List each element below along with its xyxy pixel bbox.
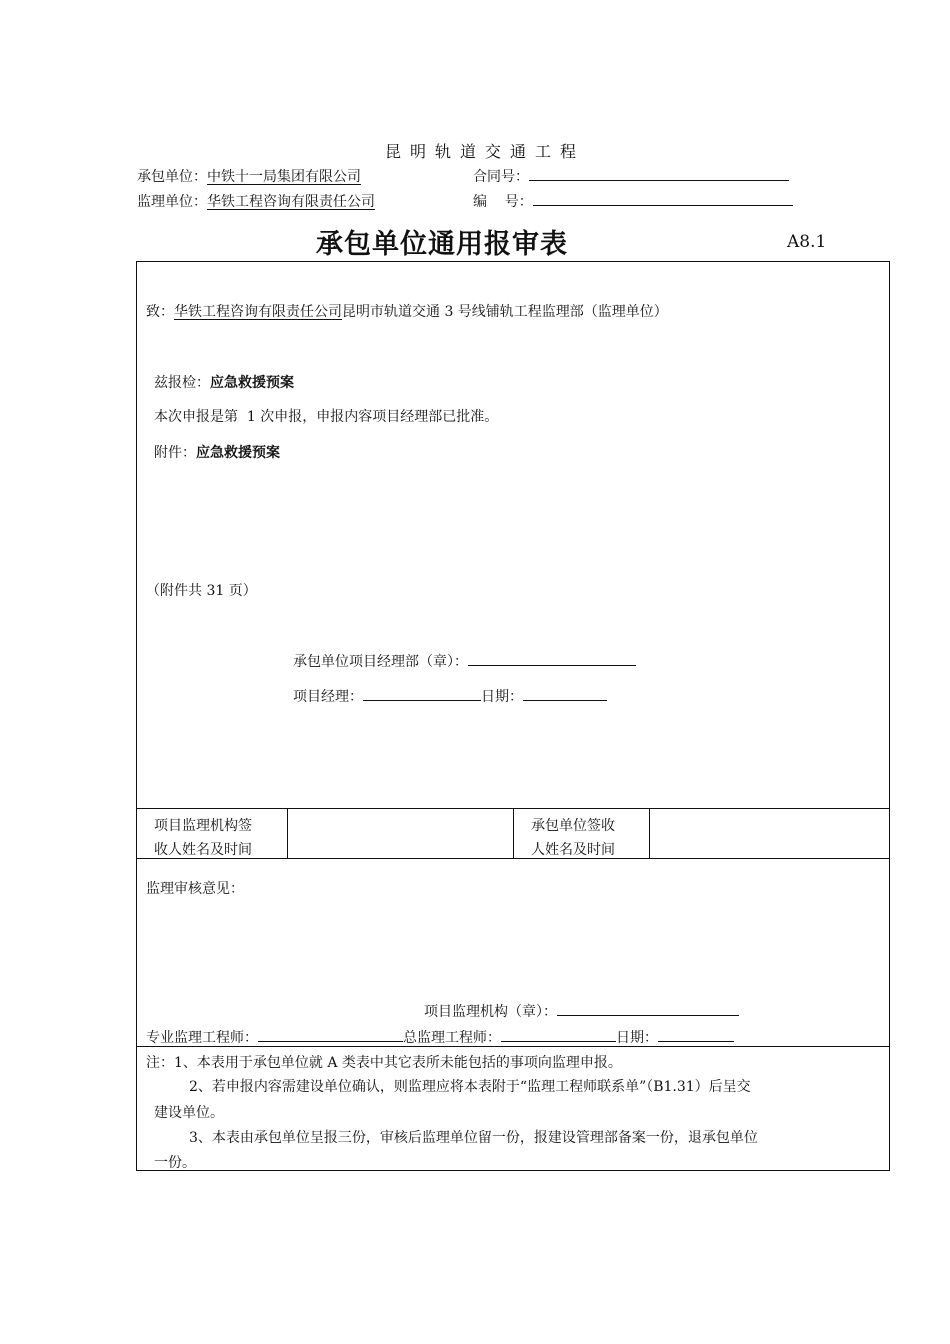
engineer-blank[interactable] xyxy=(258,1027,403,1042)
contractor-value: 中铁十一局集团有限公司 xyxy=(207,169,361,185)
divider-col-2 xyxy=(513,808,514,858)
opinion-label: 监理审核意见： xyxy=(146,881,244,897)
org-seal-label: 项目监理机构（章）： xyxy=(424,1004,557,1020)
to-org: 华铁工程咨询有限责任公司 xyxy=(174,304,342,320)
contractor-row xyxy=(137,166,361,186)
contract-no-label: 合同号： xyxy=(473,169,529,185)
attachment-pages: （附件共 31 页） xyxy=(146,583,257,599)
note-1: 注：1、本表用于承包单位就 A 类表中其它表所未能包括的事项向监理申报。 xyxy=(146,1055,622,1071)
dept-seal-blank[interactable] xyxy=(468,651,636,666)
contract-no-row xyxy=(473,166,789,186)
inspect-value: 应急救援预案 xyxy=(210,375,294,391)
form-title: 承包单位通用报审表 xyxy=(316,229,568,260)
contractor-receiver-line1: 承包单位签收 xyxy=(531,818,615,834)
note-3-line1: 3、本表由承包单位呈报三份，审核后监理单位留一份，报建设管理部备案一份，退承包单位 xyxy=(189,1130,758,1146)
pm-date-blank[interactable] xyxy=(523,686,607,701)
submission-line: 本次申报是第 1 次申报，申报内容项目经理部已批准。 xyxy=(154,409,499,425)
pm-blank[interactable] xyxy=(363,686,481,701)
to-label: 致： xyxy=(146,304,174,320)
pm-label: 项目经理： xyxy=(293,689,363,705)
dept-seal-label: 承包单位项目经理部（章）： xyxy=(293,654,468,670)
org-seal-line xyxy=(424,1001,739,1021)
attachment-label: 附件： xyxy=(154,445,196,461)
note-3-line2: 一份。 xyxy=(154,1155,196,1171)
number-row xyxy=(473,191,793,211)
contractor-receiver-line2: 人姓名及时间 xyxy=(531,842,615,858)
attachment-value: 应急救援预案 xyxy=(196,445,280,461)
signature-line xyxy=(146,1027,734,1047)
pm-line xyxy=(293,686,607,706)
supervisor-receiver-line1: 项目监理机构签 xyxy=(154,818,252,834)
supervisor-receiver-line2: 收人姓名及时间 xyxy=(154,842,252,858)
org-seal-blank[interactable] xyxy=(557,1001,739,1016)
inspect-line xyxy=(154,372,294,392)
review-date-label: 日期： xyxy=(616,1030,658,1046)
number-label: 编 号： xyxy=(473,194,533,210)
inspect-label: 兹报检： xyxy=(154,375,210,391)
review-date-blank[interactable] xyxy=(658,1027,734,1042)
divider-col-3 xyxy=(649,808,650,858)
addressee-line xyxy=(146,301,668,321)
pm-date-label: 日期： xyxy=(481,689,523,705)
number-blank[interactable] xyxy=(533,191,793,206)
supervisor-row xyxy=(137,191,375,211)
to-dept: 昆明市轨道交通 3 号线铺轨工程监理部（监理单位） xyxy=(342,304,668,320)
supervisor-label: 监理单位： xyxy=(137,194,207,210)
supervisor-value: 华铁工程咨询有限责任公司 xyxy=(207,194,375,210)
supervisor-receiver-field[interactable] xyxy=(290,811,510,856)
attachment-line xyxy=(154,442,280,462)
supervisor-receiver-label xyxy=(154,814,252,862)
engineer-label: 专业监理工程师： xyxy=(146,1030,258,1046)
dept-seal-line xyxy=(293,651,636,671)
contractor-label: 承包单位： xyxy=(137,169,207,185)
contractor-receiver-label xyxy=(531,814,615,862)
form-code: A8.1 xyxy=(787,232,827,252)
chief-label: 总监理工程师： xyxy=(403,1030,501,1046)
contractor-receiver-field[interactable] xyxy=(652,811,887,856)
project-title: 昆明轨道交通工程 xyxy=(384,142,585,161)
note-2-line2: 建设单位。 xyxy=(154,1105,224,1121)
contract-no-blank[interactable] xyxy=(529,166,789,181)
note-2-line1: 2、若申报内容需建设单位确认，则监理应将本表附于“监理工程师联系单”（B1.31）后呈交 xyxy=(189,1079,751,1095)
chief-blank[interactable] xyxy=(501,1027,616,1042)
divider-col-1 xyxy=(287,808,288,858)
